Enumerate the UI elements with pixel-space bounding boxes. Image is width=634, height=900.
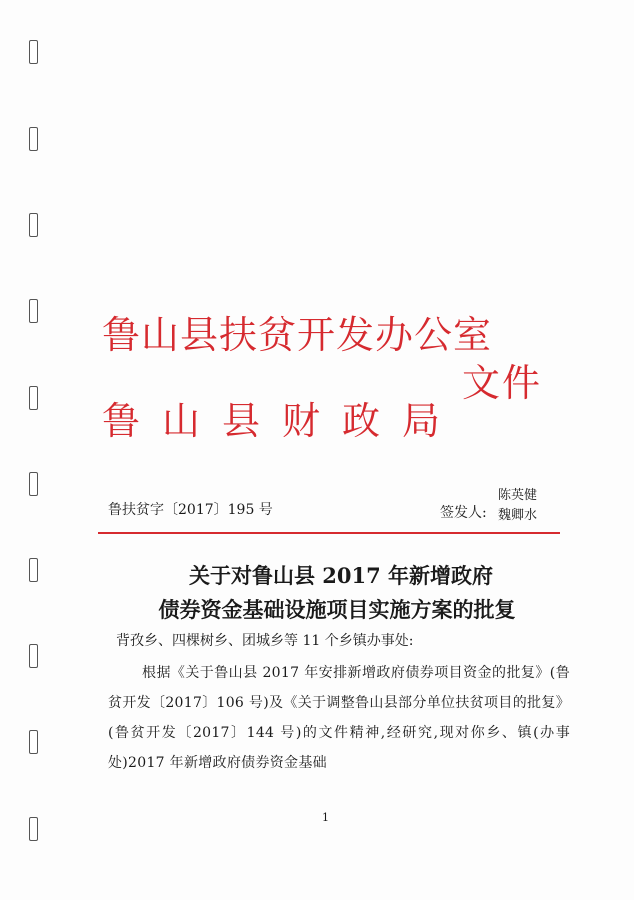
addressee: 背孜乡、四棵树乡、团城乡等 11 个乡镇办事处: xyxy=(116,633,414,649)
binding-hole xyxy=(29,299,38,323)
binding-hole xyxy=(29,472,38,496)
binding-hole xyxy=(29,213,38,237)
document-type-label: 文件 xyxy=(462,361,543,405)
document-title-line-2: 债券资金基础设施项目实施方案的批复 xyxy=(158,597,516,622)
page-number: 1 xyxy=(322,811,329,824)
binding-hole xyxy=(29,127,38,151)
document-number: 鲁扶贫字〔2017〕195 号 xyxy=(108,502,273,518)
document-title-line-1: 关于对鲁山县 2017 年新增政府 xyxy=(188,563,494,588)
binding-hole xyxy=(29,817,38,841)
binding-hole xyxy=(29,730,38,754)
issuing-org-1: 鲁山县扶贫开发办公室 xyxy=(102,313,493,357)
issuer-label: 签发人: xyxy=(440,505,487,521)
signers xyxy=(498,486,537,526)
signer-name: 魏卿水 xyxy=(498,508,538,523)
header-divider xyxy=(98,532,560,534)
binding-hole xyxy=(29,644,38,668)
binding-hole xyxy=(29,40,38,64)
body-paragraph: 根据《关于鲁山县 2017 年安排新增政府债券项目资金的批复》(鲁贫开发〔2017〕106 号)及《关于调整鲁山县部分单位扶贫项目的批复》(鲁贫开发〔2017〕144 号)的文件精神,经研究,现对你乡、镇(办事处)2017 年新增政府债券资金基础 xyxy=(108,665,570,771)
binding-hole xyxy=(29,386,38,410)
issuing-org-2: 鲁山县财政局 xyxy=(102,399,463,443)
signer-name: 陈英健 xyxy=(498,488,538,503)
